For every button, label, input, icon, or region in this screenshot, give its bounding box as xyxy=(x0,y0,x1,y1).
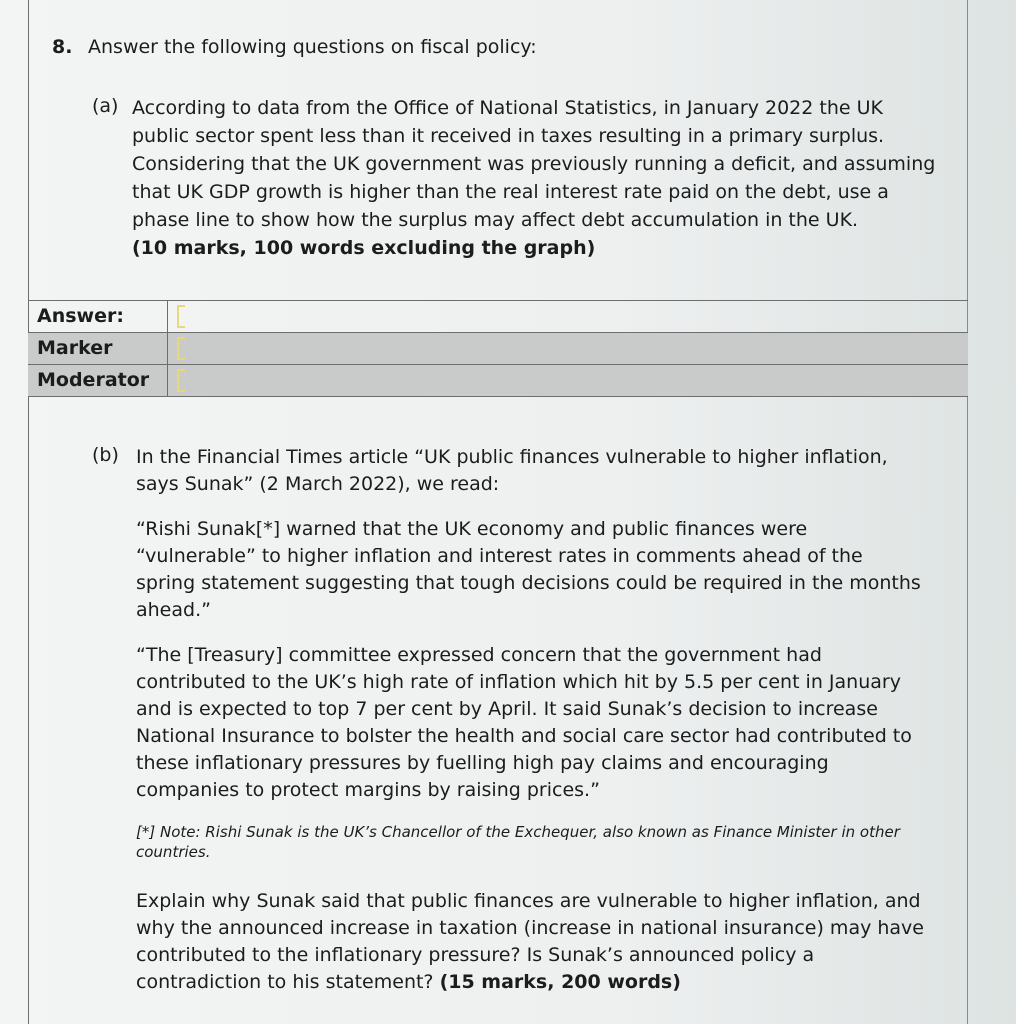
part-b-text-block xyxy=(136,444,926,1014)
part-a-marks: (10 marks, 100 words excluding the graph) xyxy=(132,237,596,259)
part-a-text-block xyxy=(132,94,942,262)
part-b-intro: In the Financial Times article “UK public finances vulnerable to higher inflation, says Sunak” (2 March 2022), we read: xyxy=(136,446,888,495)
part-b-quote-1: “Rishi Sunak[*] warned that the UK economy and public finances were “vulnerable” to higher inflation and interest rates in comments ahead of the spring statement suggesting that tough decisions could be required in the months ahead.” xyxy=(136,518,921,621)
part-a-text: According to data from the Office of National Statistics, in January 2022 the UK public sector spent less than it received in taxes resulting in a primary surplus. Considering that the UK government was previously running a deficit, and assuming that UK GDP growth is higher than the real interest rate paid on the debt, use a phase line to show how the surplus may affect debt accumulation in the UK. xyxy=(132,97,936,231)
question-title: Answer the following questions on fiscal policy: xyxy=(88,36,537,58)
part-b-question-block xyxy=(136,888,926,996)
answer-field[interactable] xyxy=(168,301,968,332)
part-b-marks: (15 marks, 200 words) xyxy=(439,971,681,993)
question-number: 8. xyxy=(52,36,73,58)
part-a-label: (a) xyxy=(92,95,119,117)
moderator-row xyxy=(28,364,968,397)
moderator-field[interactable] xyxy=(168,365,968,396)
answer-label: Answer: xyxy=(28,301,168,332)
moderator-label: Moderator xyxy=(28,365,168,396)
part-b-question: Explain why Sunak said that public finances are vulnerable to higher inflation, and why the announced increase in taxation (increase in national insurance) may have contributed to the inflationary pressure? Is Sunak’s announced policy a contradiction to his statement? xyxy=(136,890,924,993)
marker-field[interactable] xyxy=(168,333,968,364)
answer-row xyxy=(28,300,968,332)
text-cursor-icon xyxy=(177,337,185,360)
part-b-note: [*] Note: Rishi Sunak is the UK’s Chancellor of the Exchequer, also known as Finance Minister in other countries. xyxy=(136,823,900,861)
marker-label: Marker xyxy=(28,333,168,364)
answer-table xyxy=(28,300,968,397)
marker-row xyxy=(28,332,968,364)
part-b-label: (b) xyxy=(92,444,119,466)
text-cursor-icon xyxy=(177,305,185,328)
part-b-quote-2: “The [Treasury] committee expressed concern that the government had contributed to the UK’s high rate of inflation which hit by 5.5 per cent in January and is expected to top 7 per cent by April. It said Sunak’s decision to increase National Insurance to bolster the health and social care sector had contributed to these inflationary pressures by fuelling high pay claims and encouraging companies to protect margins by raising prices.” xyxy=(136,644,912,801)
text-cursor-icon xyxy=(177,369,185,392)
